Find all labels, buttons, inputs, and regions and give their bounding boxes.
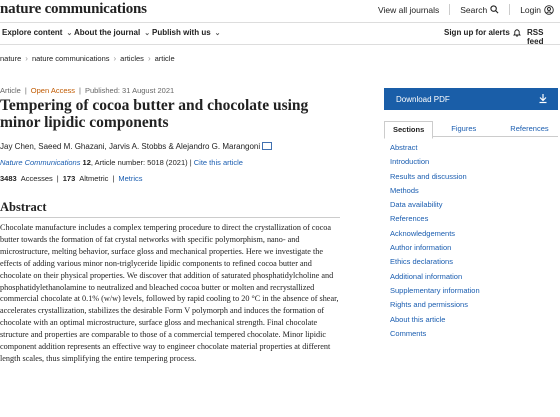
- accesses-count: 3483: [0, 174, 17, 183]
- download-pdf-button[interactable]: [384, 88, 558, 110]
- about-journal-label: About the journal: [74, 28, 141, 37]
- altmetric-label: Altmetric: [79, 174, 109, 183]
- divider: |: [112, 174, 115, 183]
- email-icon[interactable]: [262, 142, 272, 150]
- download-pdf-label: Download PDF: [396, 94, 450, 104]
- about-journal-menu[interactable]: [74, 28, 150, 37]
- breadcrumb-nature-communications[interactable]: nature communications: [31, 54, 110, 63]
- section-link[interactable]: Introduction: [390, 157, 430, 167]
- tab-references[interactable]: References: [510, 124, 549, 133]
- rss-feed-link[interactable]: [527, 28, 560, 46]
- divider: |: [24, 86, 27, 95]
- authors-text[interactable]: Jay Chen, Saeed M. Ghazani, Jarvis A. Stobbs & Alejandro G. Marangoni: [0, 142, 261, 151]
- download-icon: [538, 93, 548, 106]
- volume: 12: [82, 158, 91, 167]
- chevron-right-icon: ›: [25, 54, 28, 63]
- section-link[interactable]: Rights and permissions: [390, 300, 468, 310]
- metrics-bar: [0, 174, 143, 183]
- section-link[interactable]: Acknowledgements: [390, 228, 456, 238]
- divider: [0, 217, 340, 218]
- divider: |: [79, 86, 81, 95]
- divider: |: [56, 174, 59, 183]
- altmetric-count: 173: [62, 174, 76, 183]
- chevron-right-icon: ›: [147, 54, 151, 63]
- chevron-down-icon: ⌄: [66, 29, 73, 37]
- section-link[interactable]: Comments: [390, 328, 427, 338]
- search-button[interactable]: [460, 5, 499, 15]
- search-label: Search: [460, 4, 488, 15]
- journal-logo[interactable]: nature communications: [0, 1, 147, 17]
- view-all-journals-link[interactable]: View all journals: [377, 4, 440, 15]
- article-title: Tempering of cocoa butter and chocolate using minor lipidic components: [0, 97, 309, 131]
- main-nav: [0, 22, 560, 45]
- author-list: [0, 141, 272, 151]
- section-link[interactable]: About this article: [390, 314, 446, 324]
- chevron-down-icon: ⌄: [214, 29, 221, 37]
- article-number: , Article number: 5018 (2021): [90, 158, 188, 167]
- explore-content-menu[interactable]: [2, 28, 72, 37]
- journal-name-link[interactable]: Nature Communications: [0, 158, 81, 167]
- accesses-label: Accesses: [20, 174, 53, 183]
- section-link[interactable]: Abstract: [390, 143, 418, 152]
- section-link[interactable]: Results and discussion: [390, 171, 467, 181]
- open-access-badge: Open Access: [30, 86, 75, 95]
- abstract-heading: Abstract: [0, 200, 47, 214]
- breadcrumb-nature[interactable]: nature: [0, 54, 22, 63]
- user-icon: [544, 5, 554, 15]
- breadcrumb-article: article: [154, 54, 175, 63]
- top-bar: [0, 0, 560, 20]
- section-link[interactable]: Data availability: [390, 200, 443, 210]
- sign-up-alerts-link[interactable]: [444, 28, 521, 37]
- section-link[interactable]: Methods: [390, 185, 419, 195]
- tab-sections[interactable]: Sections: [384, 121, 433, 139]
- abstract-text: Chocolate manufacture includes a complex tempering procedure to direct the crystallization of cocoa butter towards the formation of fat crystal networks with specific polymorphism, nano- and microstructure, melting behavior, surface gloss and mechanical properties. Here we investigate the effects of adding various minor non-triglyceride lipidic components to refined cocoa butter and chocolate on their physical properties. We discover that addition of saturated phosphatidylcholine and phosphatidylethanolamine to neutralized and bleached cocoa butter or molten and recrystallized commercial chocolate at 0.1% (w/w) levels, followed by rapid cooling to 20 °C in the absence of shear, accelerates crystallization, stabilizes the desirable Form V polymorph and induces the formation of chocolate with an optimal microstructure, surface gloss and mechanical strength. Final chocolate structure and properties are comparable to those of a commercial tempered chocolate. Minor lipidic component addition represents an effective way to engineer chocolate material properties at different length scales, thus simplifying the entire tempering process.: [0, 223, 339, 363]
- article-meta: [0, 86, 174, 95]
- top-links: [378, 4, 554, 15]
- login-label: Login: [520, 4, 541, 15]
- sidebar-tabs: [384, 121, 558, 137]
- section-link[interactable]: Supplementary information: [390, 285, 480, 295]
- breadcrumb-articles[interactable]: articles: [120, 54, 144, 63]
- section-link[interactable]: Ethics declarations: [390, 257, 453, 267]
- login-button[interactable]: [520, 5, 554, 15]
- search-icon: [490, 5, 499, 14]
- publish-with-us-menu[interactable]: [152, 28, 221, 37]
- sign-up-alerts-label: Sign up for alerts: [444, 28, 510, 37]
- rss-feed-label: RSS feed: [527, 28, 544, 46]
- section-link[interactable]: Author information: [390, 243, 452, 253]
- article-type: Article: [0, 86, 21, 95]
- metrics-link[interactable]: Metrics: [118, 174, 143, 183]
- breadcrumb: [0, 54, 175, 63]
- sections-list: [390, 141, 558, 341]
- bell-icon: [513, 28, 521, 37]
- section-link[interactable]: References: [390, 214, 429, 224]
- section-link[interactable]: Additional information: [390, 271, 463, 281]
- published-date: Published: 31 August 2021: [84, 86, 175, 95]
- tab-figures[interactable]: Figures: [451, 124, 477, 133]
- publish-with-us-label: Publish with us: [152, 28, 211, 37]
- divider: [509, 4, 510, 15]
- divider: |: [189, 158, 192, 167]
- divider: [449, 4, 450, 15]
- explore-content-label: Explore content: [2, 28, 63, 37]
- cite-this-article-link[interactable]: Cite this article: [193, 158, 243, 167]
- chevron-right-icon: ›: [113, 54, 117, 63]
- citation-line: [0, 158, 243, 167]
- chevron-down-icon: ⌄: [144, 29, 151, 37]
